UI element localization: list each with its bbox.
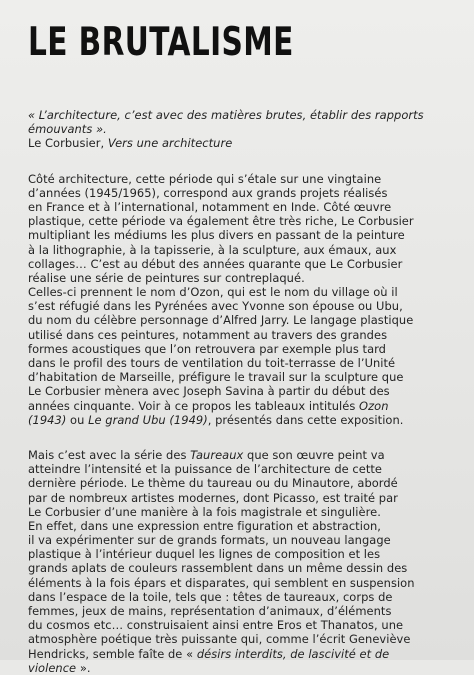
- text-line: multipliant les médiums les plus divers en passant de la peinture: [28, 228, 405, 243]
- text-line: femmes, jeux de mains, représentation d’animaux, d’éléments: [28, 604, 392, 618]
- text-line: d’habitation de Marseille, préfigure le travail sur la sculpture que: [28, 370, 404, 385]
- series-title-taureaux: Taureaux: [190, 447, 244, 462]
- text-line: du cosmos etc… construisaient ainsi entre Eros et Thanatos, une: [28, 618, 404, 633]
- text-line: Le Corbusier d’une manière à la fois magistrale et singulière.: [28, 504, 381, 519]
- text-line: éléments à la fois épars et disparates, qui semblent en suspension: [28, 575, 415, 590]
- text-line: s’est réfugié dans les Pyrénées avec Yvonne son épouse ou Ubu,: [28, 299, 403, 314]
- text-fragment: que son œuvre peint va: [243, 447, 385, 462]
- text-line: par de nombreux artistes modernes, dont Picasso, est traité par: [28, 490, 398, 505]
- text-line: du nom du célèbre personnage d’Alfred Jarry. Le langage plastique: [28, 313, 414, 328]
- text-fragment: ».: [76, 660, 91, 675]
- artwork-year: (1949): [165, 412, 208, 427]
- text-line: formes acoustiques que l’on retrouvera par exemple plus tard: [28, 341, 386, 356]
- attribution-work: Vers une architecture: [107, 136, 233, 151]
- quote-line: émouvants ».: [28, 122, 107, 137]
- text-line: Côté architecture, cette période qui s’étale sur une vingtaine: [28, 171, 382, 186]
- text-fragment: Hendricks, semble faîte de «: [28, 646, 197, 661]
- text-line: en France et à l’international, notamment en Inde. Côté œuvre: [28, 199, 392, 214]
- text-line: atteindre l’intensité et la puissance de l’architecture de cette: [28, 462, 382, 477]
- quote-line: « L’architecture, c’est avec des matières brutes, établir des rapports: [28, 108, 424, 122]
- text-line: grands aplats de couleurs rassemblent dans un même dessin des: [28, 561, 408, 576]
- text-line: à la lithographie, à la tapisserie, à la sculpture, aux émaux, aux: [28, 242, 397, 257]
- artwork-year: (1943): [28, 412, 67, 427]
- text-fragment: Mais c’est avec la série des: [28, 447, 191, 462]
- text-line: dernière période. Le thème du taureau ou du Minautore, abordé: [28, 476, 398, 491]
- text-line: atmosphère poétique très puissante qui, comme l’écrit Geneviève: [28, 632, 411, 647]
- text-line: [28, 661, 450, 675]
- quote-attribution: [28, 136, 450, 150]
- text-line: Celles-ci prennent le nom d’Ozon, qui est le nom du village où il: [28, 285, 398, 300]
- text-line: [28, 399, 450, 413]
- text-line: [28, 448, 450, 462]
- quoted-phrase: désirs interdits, de lascivité et de: [196, 646, 390, 661]
- page-title: LE BRUTALISME: [28, 20, 294, 65]
- spacer: [28, 427, 450, 448]
- text-line: plastique, cette période va également être très riche, Le Corbusier: [28, 214, 414, 229]
- text-line: [28, 413, 450, 427]
- text-line: dans l’espace de la toile, tels que : têtes de taureaux, corps de: [28, 589, 393, 604]
- panel-text: [28, 108, 450, 675]
- text-fragment: ou: [66, 412, 89, 427]
- text-line: collages… C’est au début des années quarante que Le Corbusier: [28, 256, 403, 271]
- text-line: Le Corbusier mènera avec Joseph Savina à partir du début des: [28, 384, 390, 399]
- text-fragment: années cinquante. Voir à ce propos les tableaux intitulés: [28, 398, 360, 413]
- text-line: dans le profil des tours de ventilation du toit-terrasse de l’Unité: [28, 356, 396, 370]
- text-line: d’années (1945/1965), correspond aux grands projets réalisés: [28, 185, 388, 200]
- quoted-phrase: violence: [28, 660, 77, 675]
- attribution-author: Le Corbusier,: [28, 136, 108, 151]
- text-line: utilisé dans ces peintures, notamment au travers des grandes: [28, 327, 388, 342]
- text-line: réalise une série de peintures sur contreplaqué.: [28, 270, 305, 285]
- epigraph: [28, 108, 450, 151]
- artwork-title-ubu: Le grand Ubu: [88, 412, 166, 427]
- text-line: plastique à l’intérieur duquel les lignes de composition et les: [28, 547, 381, 562]
- text-line: En effet, dans une expression entre figuration et abstraction,: [28, 518, 381, 533]
- paragraph-taureaux: [28, 448, 450, 675]
- paragraph-architecture: [28, 172, 450, 427]
- text-line: il va expérimenter sur de grands formats, un nouveau langage: [28, 533, 391, 548]
- spacer: [28, 151, 450, 172]
- text-line: [28, 647, 450, 661]
- artwork-title-ozon: Ozon: [359, 398, 389, 413]
- text-fragment: , présentés dans cette exposition.: [207, 412, 404, 427]
